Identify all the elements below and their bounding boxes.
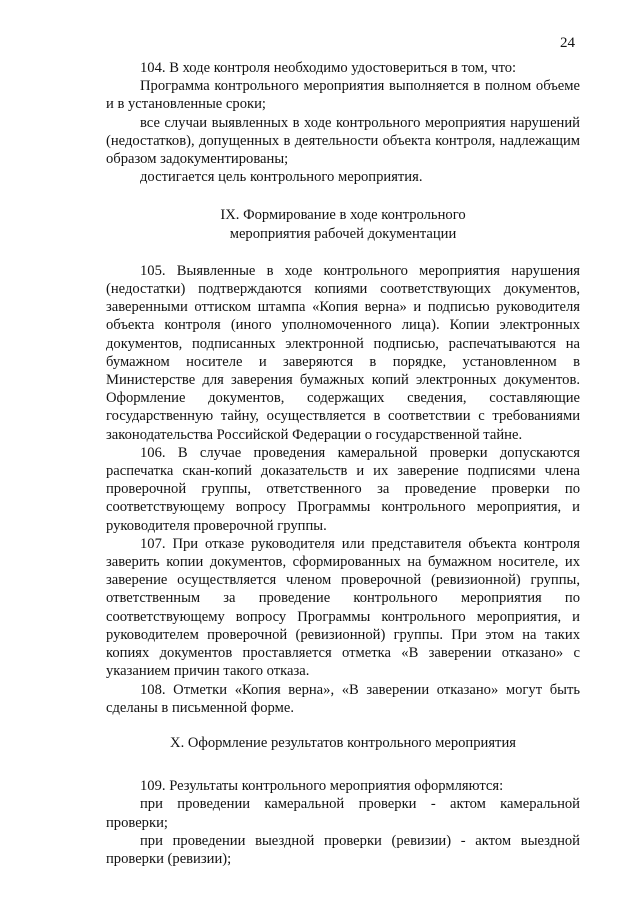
paragraph-104-item-2: все случаи выявленных в ходе контрольного мероприятия нарушений (недостатков), допущенных в деятельности объекта контроля, надлежащим образом задокументированы; bbox=[106, 114, 580, 168]
section-ix-heading bbox=[106, 206, 580, 242]
paragraph-109-item-2: при проведении выездной проверки (ревизии) - актом выездной проверки (ревизии); bbox=[106, 832, 580, 867]
paragraph-107: 107. При отказе руководителя или представителя объекта контроля заверить копии документов, сформированных на бумажном носителе, их заверение осуществляется членом проверочной (ревизионной) группы, ответственным за проведение контрольного мероприятия по соответствующему вопросу Программы контрольного мероприятия, и руководителем проверочной (ревизионной) группы. При этом на таких копиях документов проставляется отметка «В заверении отказано» с указанием причин такого отказа. bbox=[106, 535, 580, 680]
paragraph-109-item-1: при проведении камеральной проверки - актом камеральной проверки; bbox=[106, 796, 580, 831]
page-number: 24 bbox=[560, 35, 575, 51]
section-x-heading: X. Оформление результатов контрольного мероприятия bbox=[170, 734, 516, 751]
document-body bbox=[106, 59, 580, 868]
paragraph-105: 105. Выявленные в ходе контрольного мероприятия нарушения (недостатки) подтверждаются копиями соответствующих документов, заверенными оттиском штампа «Копия верна» и подписью руководителя объекта контроля (иного уполномоченного лица). Копии электронных документов, подписанных электронной подписью, распечатываются на бумажном носителе и заверяются в порядке, установленном в Министерстве для заверения бумажных копий электронных документов. Оформление документов, содержащих сведения, составляющие государственную тайну, осуществляется в соответствии с требованиями законодательства Российской Федерации о государственной тайне. bbox=[106, 262, 580, 443]
paragraph-108: 108. Отметки «Копия верна», «В заверении отказано» могут быть сделаны в письменной форме. bbox=[106, 681, 580, 716]
paragraph-109-intro: 109. Результаты контрольного мероприятия оформляются: bbox=[140, 778, 504, 795]
section-ix-heading-line-2: мероприятия рабочей документации bbox=[229, 225, 457, 242]
paragraph-104-item-1: Программа контрольного мероприятия выполняется в полном объеме и в установленные сроки; bbox=[106, 78, 580, 113]
paragraph-104-intro: 104. В ходе контроля необходимо удостовериться в том, что: bbox=[140, 60, 517, 76]
paragraph-104-item-3: достигается цель контрольного мероприятия. bbox=[140, 169, 423, 186]
section-ix-heading-line-1: IX. Формирование в ходе контрольного bbox=[220, 207, 466, 224]
paragraph-106: 106. В случае проведения камеральной проверки допускаются распечатка скан-копий доказательств и их заверение подписями члена проверочной группы, ответственного за проведение проверки по соответствующему вопросу Программы контрольного мероприятия, и руководителя проверочной группы. bbox=[106, 444, 580, 534]
